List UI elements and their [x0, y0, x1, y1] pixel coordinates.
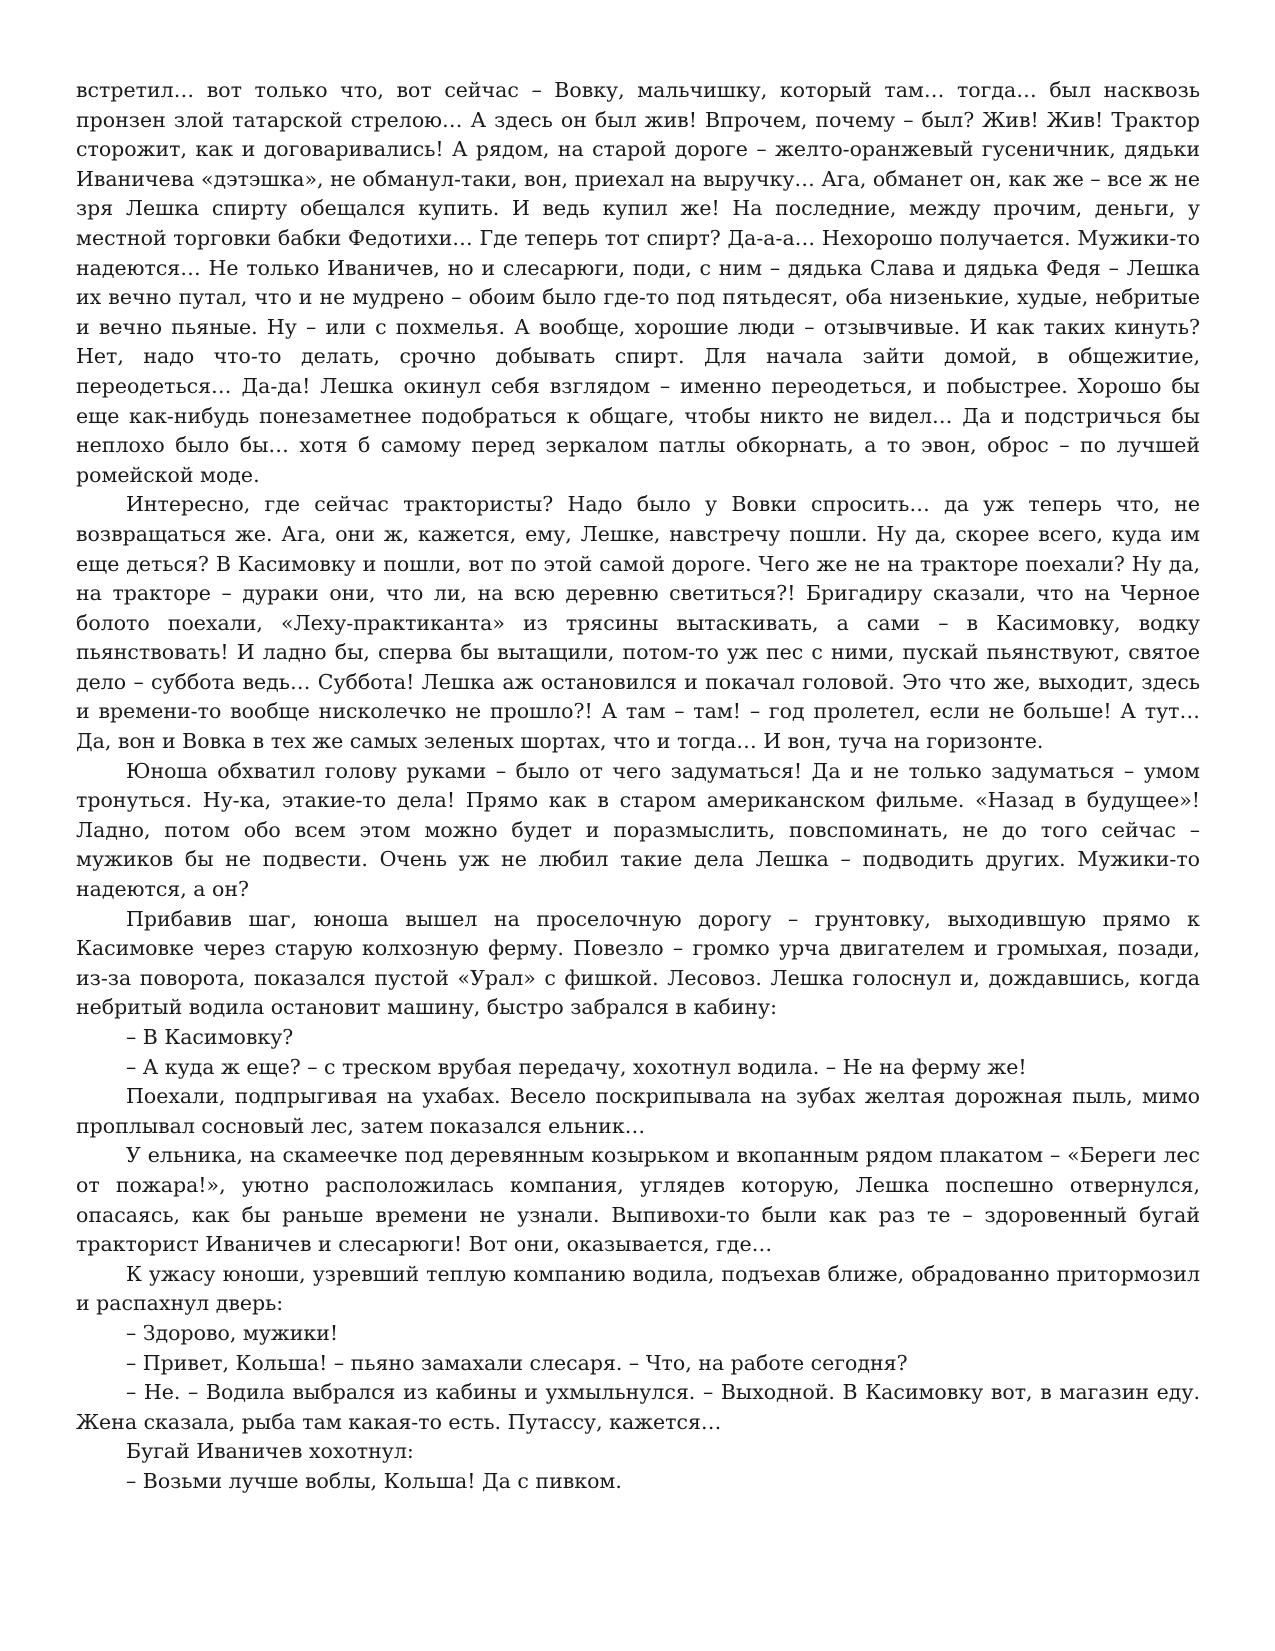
book-page: [76, 76, 1200, 1497]
paragraph-driver-stops: К ужасу юноши, узревший теплую компанию водила, подъехав ближе, обрадованно притормозил и распахнул дверь:: [76, 1261, 1200, 1316]
paragraph-dirt-road: Прибавив шаг, юноша вышел на проселочную дорогу – грунтовку, выходившую прямо к Касимовке через старую колхозную ферму. Повезло – громко урча двигателем и громыхая, позади, из-за поворота, показался пустой «Урал» с фишкой. Лесовоз. Лешка голоснул и, дождавшись, когда небритый водила остановит машину, быстро забрался в кабину:: [76, 906, 1200, 1020]
paragraph-spruce-grove: У ельника, на скамеечке под деревянным козырьком и вкопанным рядом плакатом – «Береги лес от пожара!», уютно расположилась компания, углядев которую, Лешка поспешно отвернулся, опасаясь, как бы раньше времени не узнали. Выпивохи-то были как раз те – здоровенный бугай тракторист Иваничев и слесарюги! Вот они, оказывается, где…: [76, 1143, 1200, 1257]
dialogue-line: – А куда ж еще? – с треском врубая передачу, хохотнул водила. – Не на ферму же!: [126, 1054, 1027, 1079]
paragraph-tractor-drivers: Интересно, где сейчас трактористы? Надо было у Вовки спросить… да уж теперь что, не возвращаться же. Ага, они ж, кажется, ему, Лешке, навстречу пошли. Ну да, скорее всего, куда им еще деться? В Касимовку и пошли, вот по этой самой дороге. Чего же не на тракторе поехали? Ну да, на тракторе – дураки они, что ли, на всю деревню светиться?! Бригадиру сказали, что на Черное болото поехали, «Леху-практиканта» из трясины вытаскивать, а сами – в Касимовку, водку пьянствовать! И ладно бы, сперва бы вытащили, потом-то уж пес с ними, пускай пьянствуют, святое дело – суббота ведь… Суббота! Лешка аж остановился и покачал головой. Это что же, выходит, здесь и времени-то вообще нисколечко не прошло?! А там – там! – год пролетел, если не больше! А тут… Да, вон и Вовка в тех же самых зеленых шортах, что и тогда… И вон, туча на горизонте.: [76, 492, 1200, 754]
dialogue-line: – Привет, Кольша! – пьяно замахали слесаря. – Что, на работе сегодня?: [126, 1350, 908, 1375]
paragraph-continuation: встретил… вот только что, вот сейчас – Вовку, мальчишку, который там… тогда… был насквозь пронзен злой татарской стрелою… А здесь он был жив! Впрочем, почему – был? Жив! Жив! Трактор сторожит, как и договаривались! А рядом, на старой дороге – желто-оранжевый гусеничник, дядьки Иваничева «дэтэшка», не обманул-таки, вон, приехал на выручку… Ага, обманет он, как же – все ж не зря Лешка спирту обещался купить. И ведь купил же! На последние, между прочим, деньги, у местной торговки бабки Федотихи… Где теперь тот спирт? Да-а-а… Нехорошо получается. Мужики-то надеются… Не только Иваничев, но и слесарюги, поди, с ним – дядька Слава и дядька Федя – Лешка их вечно путал, что и не мудрено – обоим было где-то под пятьдесят, оба низенькие, худые, небритые и вечно пьяные. Ну – или с похмелья. А вообще, хорошие люди – отзывчивые. И как таких кинуть? Нет, надо что-то делать, срочно добывать спирт. Для начала зайти домой, в общежитие, переодеться… Да-да! Лешка окинул себя взглядом – именно переодеться, и побыстрее. Хорошо бы еще как-нибудь понезаметнее подобраться к общаге, чтобы никто не видел… Да и подстричься бы неплохо было бы… хотя б самому перед зеркалом патлы обкорнать, а то эвон, оброс – по лучшей ромейской моде.: [76, 78, 1200, 487]
dialogue-line: – В Касимовку?: [126, 1025, 294, 1049]
paragraph-driving: Поехали, подпрыгивая на ухабах. Весело поскрипывала на зубах желтая дорожная пыль, мимо проплывал сосновый лес, затем показался ельник…: [76, 1084, 1200, 1138]
dialogue-line: – Возьми лучше воблы, Кольша! Да с пивком.: [126, 1468, 622, 1493]
dialogue-line: – Не. – Водила выбрался из кабины и ухмыльнулся. – Выходной. В Касимовку вот, в магазин еду. Жена сказала, рыба там какая-то есть. Путассу, кажется…: [76, 1380, 1200, 1434]
paragraph-back-to-future: Юноша обхватил голову руками – было от чего задуматься! Да и не только задуматься – умом тронуться. Ну-ка, этакие-то дела! Прямо как в старом американском фильме. «Назад в будущее»! Ладно, потом обо всем этом можно будет и поразмыслить, повспоминать, не до того сейчас – мужиков бы не подвести. Очень уж не любил такие дела Лешка – подводить других. Мужики-то надеются, а он?: [76, 758, 1200, 902]
dialogue-line: – Здорово, мужики!: [126, 1320, 339, 1345]
paragraph-narration: Бугай Иваничев хохотнул:: [126, 1439, 414, 1464]
